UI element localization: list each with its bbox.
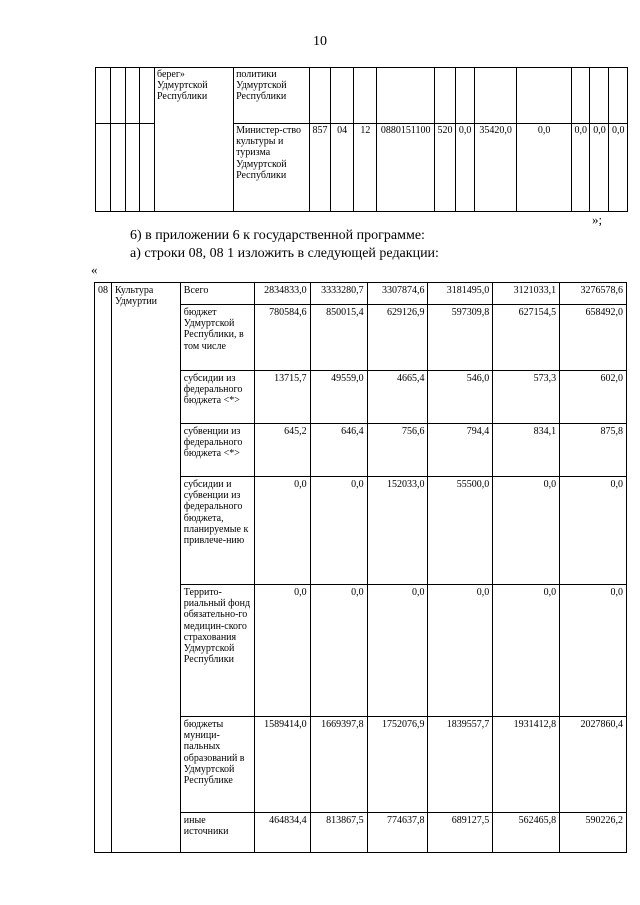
- value-cell: 2834833,0: [254, 283, 310, 305]
- rz-code: 04: [331, 124, 354, 212]
- value-cell: 1669397,8: [310, 717, 367, 813]
- funding-table: [94, 282, 627, 853]
- table-row: [96, 68, 628, 124]
- value-cell: 756,6: [367, 424, 428, 477]
- value-cell: 0,0: [310, 585, 367, 717]
- value-cell: 875,8: [560, 424, 627, 477]
- value-cell: 0,0: [590, 124, 609, 212]
- value-cell: 1931412,8: [493, 717, 560, 813]
- row-label: бюджеты муници-пальных образований в Удмуртской Республике: [180, 717, 254, 813]
- value-cell: 35420,0: [475, 124, 517, 212]
- value-cell: 1752076,9: [367, 717, 428, 813]
- continuation-table: [95, 67, 628, 212]
- value-cell: 0,0: [456, 124, 475, 212]
- value-cell: 0,0: [310, 477, 367, 585]
- value-cell: 546,0: [428, 371, 493, 424]
- value-cell: 3181495,0: [428, 283, 493, 305]
- value-cell: 689127,5: [428, 813, 493, 853]
- csr-code: 0880151100: [377, 124, 435, 212]
- value-cell: 1589414,0: [254, 717, 310, 813]
- value-cell: 55500,0: [428, 477, 493, 585]
- value-cell: 590226,2: [560, 813, 627, 853]
- paragraph-6: 6) в приложении 6 к государственной программе:: [130, 228, 425, 243]
- value-cell: 834,1: [493, 424, 560, 477]
- value-cell: 0,0: [428, 585, 493, 717]
- value-cell: 813867,5: [310, 813, 367, 853]
- value-cell: 645,2: [254, 424, 310, 477]
- value-cell: 1839557,7: [428, 717, 493, 813]
- row-label: бюджет Удмуртской Республики, в том числе: [180, 305, 254, 371]
- value-cell: 3307874,6: [367, 283, 428, 305]
- value-cell: 0,0: [560, 477, 627, 585]
- table-row: [95, 283, 627, 305]
- value-cell: 629126,9: [367, 305, 428, 371]
- value-cell: 0,0: [572, 124, 590, 212]
- grbs-code: 857: [309, 124, 330, 212]
- value-cell: 152033,0: [367, 477, 428, 585]
- value-cell: 0,0: [560, 585, 627, 717]
- cell-text: берег» Удмуртской Республики: [155, 68, 234, 212]
- pr-code: 12: [354, 124, 377, 212]
- value-cell: 4665,4: [367, 371, 428, 424]
- ministry-name: Министер-ство культуры и туризма Удмуртской Республики: [234, 124, 310, 212]
- vr-code: 520: [435, 124, 456, 212]
- row-label: Всего: [180, 283, 254, 305]
- value-cell: 3333280,7: [310, 283, 367, 305]
- value-cell: 780584,6: [254, 305, 310, 371]
- program-name: Культура Удмуртии: [112, 283, 181, 853]
- value-cell: 774637,8: [367, 813, 428, 853]
- row-label: субсидии и субвенции из федерального бюджета, планируемые к привлече-нию: [180, 477, 254, 585]
- value-cell: 0,0: [254, 585, 310, 717]
- value-cell: 597309,8: [428, 305, 493, 371]
- value-cell: 0,0: [517, 124, 572, 212]
- value-cell: 850015,4: [310, 305, 367, 371]
- value-cell: 0,0: [493, 585, 560, 717]
- value-cell: 627154,5: [493, 305, 560, 371]
- row-label: иные источники: [180, 813, 254, 853]
- cell-text: политики Удмуртской Республики: [234, 68, 310, 124]
- row-label: Террито-риальный фонд обязательно-го медицин-ского страхования Удмуртской Республики: [180, 585, 254, 717]
- paragraph-a: а) строки 08, 08 1 изложить в следующей редакции:: [130, 246, 439, 261]
- row-code: 08: [95, 283, 112, 853]
- value-cell: 0,0: [254, 477, 310, 585]
- value-cell: 0,0: [493, 477, 560, 585]
- value-cell: 658492,0: [560, 305, 627, 371]
- value-cell: 464834,4: [254, 813, 310, 853]
- value-cell: 0,0: [609, 124, 628, 212]
- value-cell: 3276578,6: [560, 283, 627, 305]
- page-number: 10: [313, 34, 327, 49]
- opening-quote: «: [91, 262, 98, 277]
- value-cell: 646,4: [310, 424, 367, 477]
- value-cell: 573,3: [493, 371, 560, 424]
- value-cell: 49559,0: [310, 371, 367, 424]
- value-cell: 2027860,4: [560, 717, 627, 813]
- value-cell: 0,0: [367, 585, 428, 717]
- value-cell: 3121033,1: [493, 283, 560, 305]
- row-label: субсидии из федерального бюджета <*>: [180, 371, 254, 424]
- value-cell: 794,4: [428, 424, 493, 477]
- value-cell: 562465,8: [493, 813, 560, 853]
- value-cell: 602,0: [560, 371, 627, 424]
- row-label: субвенции из федерального бюджета <*>: [180, 424, 254, 477]
- closing-mark: »;: [592, 212, 603, 227]
- value-cell: 13715,7: [254, 371, 310, 424]
